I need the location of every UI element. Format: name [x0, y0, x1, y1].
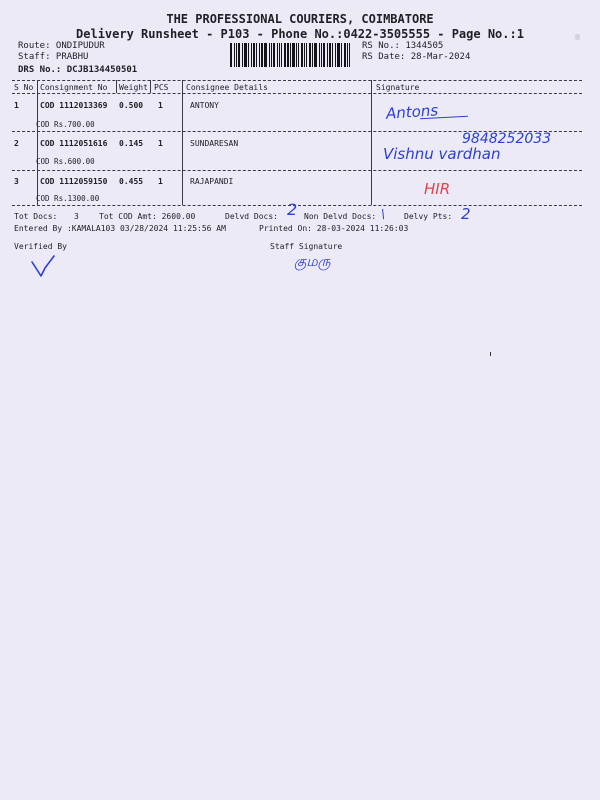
drs-number: DRS No.: DCJB134450501 — [18, 65, 138, 75]
barcode-bar — [341, 43, 342, 67]
non-delvd-docs-label: Non Delvd Docs: — [304, 212, 377, 221]
barcode-bar — [323, 43, 325, 67]
barcode-bar — [287, 43, 289, 67]
barcode-bar — [304, 43, 305, 67]
delvy-pts-label: Delvy Pts: — [404, 212, 453, 221]
barcode-bar — [259, 43, 260, 67]
row-2-consignment: COD 1112051616 — [40, 139, 108, 148]
header-sno: S No — [14, 83, 34, 92]
barcode-bar — [234, 43, 235, 67]
barcode-bar — [277, 43, 278, 67]
barcode-bar — [261, 43, 263, 67]
barcode-bar — [349, 43, 350, 67]
barcode-bar — [281, 43, 282, 67]
row-1-consignee: ANTONY — [190, 101, 219, 110]
barcode-bar — [314, 43, 317, 67]
row-3-weight: 0.455 — [119, 177, 144, 186]
barcode-bar — [344, 43, 346, 67]
barcode-bar — [335, 43, 336, 67]
barcode-bar — [332, 43, 333, 67]
col-divider-pcs — [182, 80, 183, 205]
non-delvd-docs-handwritten: \ — [381, 207, 386, 221]
rs-date: RS Date: 28-Mar-2024 — [362, 52, 471, 62]
row-2-cod-amount: COD Rs.600.00 — [36, 157, 95, 166]
barcode-bar — [251, 43, 252, 67]
row-1-cod-amount: COD Rs.700.00 — [36, 120, 95, 129]
row-2-rule — [12, 170, 582, 171]
barcode-bar — [301, 43, 303, 67]
barcode-bar — [242, 43, 243, 67]
col-divider-consignee — [371, 80, 372, 205]
row-1-weight: 0.500 — [119, 101, 144, 110]
row-1-pcs: 1 — [158, 101, 163, 110]
barcode-bar — [309, 43, 311, 67]
staff-label: Staff: PRABHU — [18, 52, 89, 62]
barcode-bar — [236, 43, 237, 67]
barcode-bar — [321, 43, 322, 67]
barcode-bar — [290, 43, 291, 67]
barcode-bar — [327, 43, 328, 67]
verified-by-label: Verified By — [14, 242, 67, 251]
route-label: Route: ONDIPUDUR — [18, 41, 105, 51]
company-name: THE PROFESSIONAL COURIERS, COIMBATORE — [166, 12, 434, 26]
barcode-bar — [256, 43, 257, 67]
tot-docs-value: 3 — [74, 212, 79, 221]
delvy-pts-handwritten: 2 — [461, 205, 471, 223]
row-3-sno: 3 — [14, 177, 19, 186]
barcode-bar — [230, 43, 232, 67]
barcode-bar — [269, 43, 270, 67]
table-header-rule — [12, 93, 582, 94]
col-divider-sno — [37, 80, 38, 205]
runsheet-title: Delivery Runsheet - P103 - Phone No.:0422-3505555 - Page No.:1 — [76, 27, 524, 41]
delvd-docs-handwritten: 2 — [287, 200, 298, 219]
barcode-bar — [273, 43, 275, 67]
col-divider-weight — [150, 80, 151, 93]
row-3-pcs: 1 — [158, 177, 163, 186]
row-2-pcs: 1 — [158, 139, 163, 148]
header-consignee: Consignee Details — [186, 83, 268, 92]
row-3-consignee: RAJAPANDI — [190, 177, 234, 186]
barcode-bar — [319, 43, 320, 67]
header-signature: Signature — [376, 83, 420, 92]
barcode-bar — [337, 43, 340, 67]
barcode-bar — [284, 43, 286, 67]
header-pcs: PCS — [154, 83, 169, 92]
barcode-bar — [279, 43, 280, 67]
barcode-bar — [271, 43, 272, 67]
barcode-bar — [298, 43, 299, 67]
table-top-rule — [12, 80, 582, 81]
rs-number: RS No.: 1344505 — [362, 41, 444, 51]
header-weight: Weight — [119, 83, 148, 92]
row-1-handwritten-signature: Antons — [385, 101, 439, 123]
printed-on: Printed On: 28-03-2024 11:26:03 — [259, 224, 409, 233]
row-3-cod-amount: COD Rs.1300.00 — [36, 194, 100, 203]
row-2-weight: 0.145 — [119, 139, 144, 148]
barcode-bar — [347, 43, 348, 67]
barcode-bar — [292, 43, 295, 67]
row-2-consignee: SUNDARESAN — [190, 139, 239, 148]
barcode-bar — [248, 43, 249, 67]
staff-handwritten-signature: குமரு — [294, 254, 331, 270]
row-2-sno: 2 — [14, 139, 19, 148]
row-2-handwritten-phone: 9848252033 — [462, 131, 552, 147]
delvd-docs-label: Delvd Docs: — [225, 212, 278, 221]
barcode-bar — [264, 43, 267, 67]
barcode-bar — [296, 43, 297, 67]
verified-by-handwritten-mark — [28, 252, 58, 282]
col-divider-consignment — [116, 80, 117, 93]
header-consignment: Consignment No — [40, 83, 108, 92]
tot-cod-amount: Tot COD Amt: 2600.00 — [99, 212, 196, 221]
row-3-consignment: COD 1112059150 — [40, 177, 108, 186]
barcode-bar — [329, 43, 331, 67]
barcode-bar — [238, 43, 240, 67]
scan-speck — [490, 352, 491, 356]
row-2-handwritten-name: Vishnu vardhan — [383, 145, 501, 163]
row-1-consignment: COD 1112013369 — [40, 101, 108, 110]
staff-signature-label: Staff Signature — [270, 242, 343, 251]
row-3-handwritten-signature: HIR — [424, 180, 451, 198]
row-1-sno: 1 — [14, 101, 19, 110]
scan-speck — [575, 34, 580, 40]
barcode-bar — [253, 43, 255, 67]
barcode-bar — [244, 43, 247, 67]
barcode — [230, 43, 352, 67]
tot-docs-label: Tot Docs: — [14, 212, 58, 221]
barcode-bar — [306, 43, 307, 67]
barcode-bar — [312, 43, 313, 67]
entered-by: Entered By :KAMALA103 03/28/2024 11:25:56 AM — [14, 224, 226, 233]
